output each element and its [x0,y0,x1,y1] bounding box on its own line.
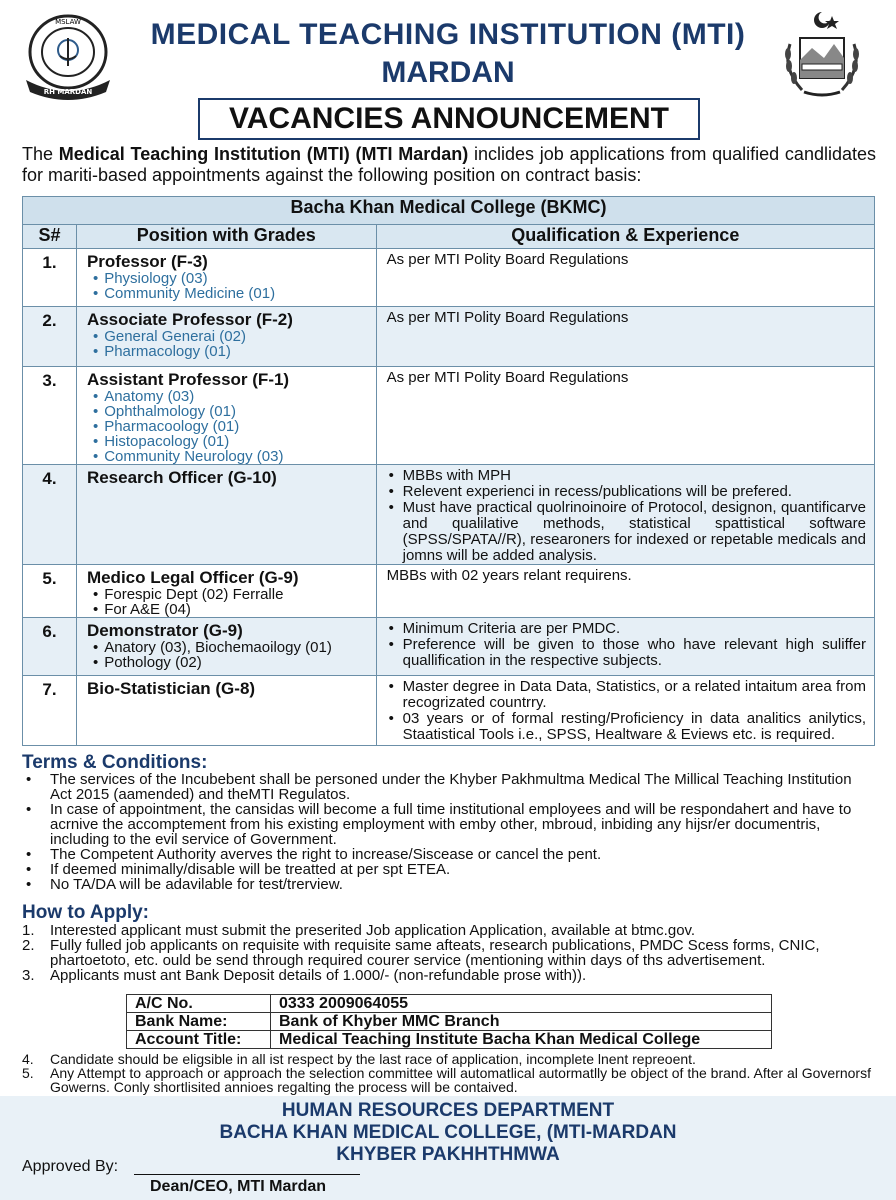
qualification-item: • Must have practical quolrinoinoire of Protocol, designon, quantificarve and qualilative methods, statistical spattistical software (SPSS/SPATA//R), researoners for indexed or repetable medicals and jomns will be added analysis. [387,500,866,564]
qualification-text: As per MTI Polity Board Regulations [386,251,629,268]
qualification-text: MBBs with 02 years relant requirens. [386,567,632,584]
footer-province: KHYBER PAKHHTHMWA [336,1144,560,1165]
qualification-item: • MBBs with MPH [387,468,866,484]
subposition-item: • Anatomy (03) [87,389,376,404]
serial-number: 1. [23,249,77,307]
apply-item [22,968,876,983]
apply-item-number: 4. [22,1051,34,1067]
apply-list-continued [22,1052,876,1094]
position-title: Professor (F-3) [86,252,208,271]
position-title: Medico Legal Officer (G-9) [86,568,299,587]
bank-label: A/C No. [127,995,271,1013]
terms-item: • No TA/DA will be adavilable for test/trerview. [22,877,876,892]
intro-institution: Medical Teaching Institution (MTI) (MTI Mardan) [58,144,469,164]
terms-item: • The Competent Authority averves the right to increase/Siscease or cancel the pent. [22,847,876,862]
intro-paragraph [22,144,876,186]
approved-by-label: Approved By: [22,1158,119,1175]
column-header-position: Position with Grades [76,225,376,249]
position-title: Assistant Professor (F-1) [86,370,290,389]
qualification-item: • Master degree in Data Data, Statistics, or a related intaitum area from recogrizated countrry. [387,679,866,711]
apply-item-text: Interested applicant must submit the preserited Job application Application, available at btmc.gov. [50,922,696,939]
serial-number: 2. [23,307,77,367]
apply-item [22,1052,876,1066]
svg-text:MSLAW: MSLAW [55,18,81,26]
bank-label: Bank Name: [127,1013,271,1031]
terms-item: • If deemed minimally/disable will be treatted at per spt ETEA. [22,862,876,877]
qualification-text: As per MTI Polity Board Regulations [386,369,629,386]
position-title: Research Officer (G-10) [86,468,277,487]
table-row [23,618,875,676]
apply-item-text: Applicants must ant Bank Deposit details of 1.000/- (non-refundable prose with)). [50,967,587,984]
qualification-item: • Relevent experienci in recess/publications will be prefered. [387,484,866,500]
terms-item: • The services of the Incubebent shall be personed under the Khyber Pakhmultma Medical The Millical Teaching Institution Act 2015 (aamended) and theMTI Regulatos. [22,772,876,802]
subposition-item: • Pothology (02) [87,655,376,670]
qualification-item: • 03 years or of formal resting/Proficiency in data analitics anilytics, Staatistical Tools i.e., SPSS, Healtware & Eviews etc. is required. [387,711,866,743]
svg-text:RH MARDAN: RH MARDAN [43,88,93,96]
position-title: Bio-Statistician (G-8) [86,679,256,698]
subposition-item: • Physiology (03) [87,271,376,286]
bank-label: Account Title: [127,1031,271,1049]
bank-row [127,1031,772,1049]
table-row [23,465,875,565]
terms-list [22,772,876,892]
apply-item-number: 1. [22,922,35,939]
qualification-text: As per MTI Polity Board Regulations [386,309,629,326]
subposition-item: • Ophthalmology (01) [87,404,376,419]
apply-list [22,923,876,983]
apply-item [22,938,876,968]
title-line-1: MEDICAL TEACHING INSTITUTION (MTI) [150,18,746,51]
apply-item [22,923,876,938]
qualification-item: • Minimum Criteria are per PMDC. [387,621,866,637]
table-row [23,307,875,367]
apply-item-number: 5. [22,1065,34,1081]
serial-number: 3. [23,367,77,465]
table-row [23,367,875,465]
bank-details-table [126,994,772,1049]
government-emblem [772,8,872,100]
subposition-item: • Community Neurology (03) [87,449,376,464]
apply-item-text: Any Attempt to approach or approach the selection committee will automatlical autormatlly be object of the brand. After al Governorsf Gowerns. Conly shortlisited annioes regalting the process will be contaived. [50,1065,871,1095]
terms-item: • In case of appointment, the cansidas will become a full time institutional employees and will be respondahert and have to acrnive the accomptement from his existing employment with emby other, mbroud, inbiding any hijsr/er documentris, including to the evil service of Government. [22,802,876,847]
table-row [23,676,875,746]
apply-item [22,1066,876,1094]
serial-number: 7. [23,676,77,746]
subposition-item: • Community Medicine (01) [87,286,376,301]
serial-number: 5. [23,565,77,618]
intro-prefix: The [22,144,59,164]
subposition-item: • General Generai (02) [87,329,376,344]
bank-row [127,1013,772,1031]
serial-number: 4. [23,465,77,565]
bank-value: Bank of Khyber MMC Branch [271,1013,772,1031]
subposition-item: • Pharmacoology (01) [87,419,376,434]
apply-item-text: Fully fulled job applicants on requisite with requisite same afteats, research publications, PMDC Scess forms, CNIC, phartoetoto, etc. ould be send through required courer service (mentioning within days of ths advertisement. [50,937,820,969]
apply-item-number: 2. [22,937,35,954]
apply-item-text: Candidate should be eligsible in all ist respect by the last race of application, incomplete lnent repreoent. [50,1051,696,1067]
position-title: Demonstrator (G-9) [86,621,243,640]
footer-college: BACHA KHAN MEDICAL COLLEGE, (MTI-MARDAN [219,1122,677,1143]
title-line-2: MARDAN [381,56,515,89]
subposition-item: • Anatory (03), Biochemaoilogy (01) [87,640,376,655]
vacancies-announcement-banner: VACANCIES ANNOUNCEMENT [198,98,700,140]
subposition-item: • For A&E (04) [87,602,376,617]
signature-line [134,1174,360,1175]
subposition-item: • Forespic Dept (02) Ferralle [87,587,376,602]
page-header [0,0,896,100]
subposition-item: • Histopacology (01) [87,434,376,449]
signatory-title: Dean/CEO, MTI Mardan [150,1178,327,1195]
bank-value: 0333 2009064055 [271,995,772,1013]
serial-number: 6. [23,618,77,676]
table-row [23,565,875,618]
footer-department: HUMAN RESOURCES DEPARTMENT [281,1100,615,1121]
position-title: Associate Professor (F-2) [86,310,293,329]
intro-suffix: inclides job applications from qualified candlidates for mariti-based appointments against the following position on contract basis: [22,144,876,185]
college-name: Bacha Khan Medical College (BKMC) [23,197,875,225]
apply-title: How to Apply: [22,902,149,923]
subposition-item: • Pharmacology (01) [87,344,376,359]
vacancies-table [22,196,875,746]
bank-value: Medical Teaching Institute Bacha Khan Medical College [271,1031,772,1049]
table-row [23,249,875,307]
column-header-sn: S# [23,225,77,249]
terms-title: Terms & Conditions: [22,752,208,773]
bank-row [127,995,772,1013]
column-header-qualification: Qualification & Experience [376,225,874,249]
apply-item-number: 3. [22,967,35,984]
qualification-item: • Preference will be given to those who have relevant high suliffer quallification in the respective subjects. [387,637,866,669]
